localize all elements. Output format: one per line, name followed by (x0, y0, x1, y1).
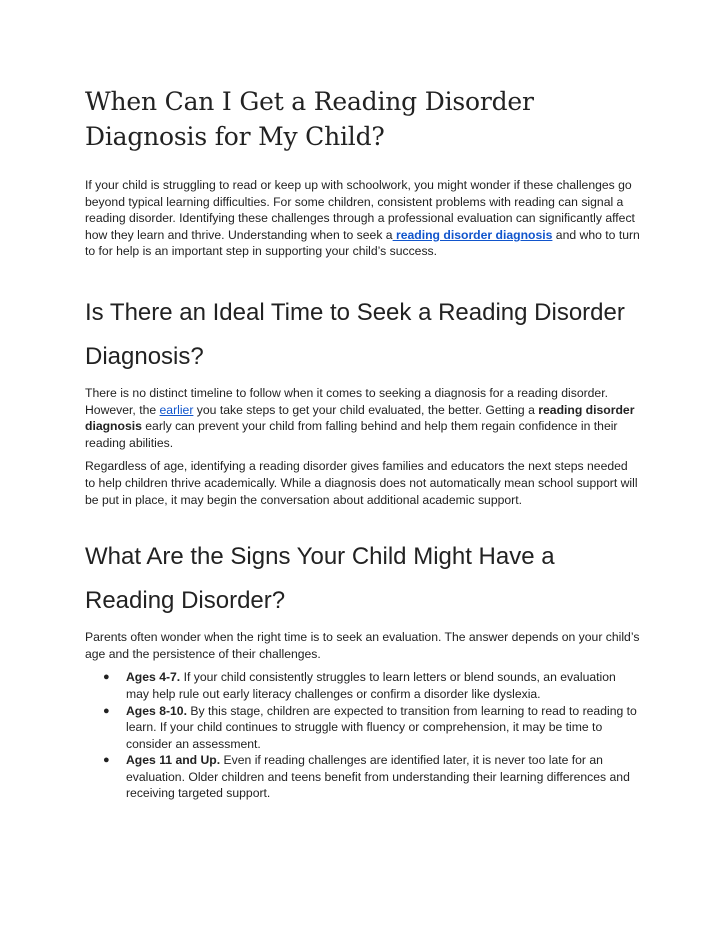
list-item-text: If your child consistently struggles to learn letters or blend sounds, an evaluation may help rule out early literacy challenges or confirm a disorder like dyslexia. (126, 670, 616, 701)
list-item-label: Ages 8-10. (126, 703, 187, 718)
list-item-text: Even if reading challenges are identified later, it is never too late for an evaluation. Older children and teens benefit from understanding their learning differences and receiving targeted support. (126, 753, 630, 801)
section1-bold-term: reading disorder diagnosis (85, 402, 635, 434)
section1-paragraph-1 (85, 385, 640, 451)
list-item-label: Ages 11 and Up. (126, 753, 221, 768)
reading-disorder-diagnosis-link[interactable]: reading disorder diagnosis (392, 227, 553, 242)
intro-text-before: If your child is struggling to read or keep up with schoolwork, you might wonder if these challenges go beyond typical learning difficulties. For some children, consistent problems with reading can signal a reading disorder. Identifying these challenges through a professional evaluation can significantly affect how they learn and thrive. Understanding when to seek a (85, 178, 635, 242)
page-title: When Can I Get a Reading Disorder Diagnosis for My Child? (85, 87, 534, 151)
list-item-label: Ages 4-7. (126, 670, 181, 685)
bullet-icon: ● (103, 754, 110, 767)
earlier-link[interactable]: earlier (159, 402, 194, 417)
section1-paragraph-2: Regardless of age, identifying a reading disorder gives families and educators the next steps needed to help children thrive academically. While a diagnosis does not automatically mean school support will be put in place, it may begin the conversation about additional academic support. (85, 459, 638, 507)
list-item (85, 703, 640, 753)
section1-text-b: you take steps to get your child evaluated, the better. Getting a (193, 402, 539, 417)
section1-text-c: early can prevent your child from falling behind and help them regain confidence in their reading abilities. (85, 419, 618, 450)
intro-text-after: and who to turn to for help is an important step in supporting your child’s success. (85, 227, 640, 259)
section2-heading: What Are the Signs Your Child Might Have a Reading Disorder? (85, 543, 555, 615)
section2-paragraph-1: Parents often wonder when the right time is to seek an evaluation. The answer depends on your child’s age and the persistence of their challenges. (85, 630, 640, 661)
list-item (85, 669, 640, 702)
bullet-icon: ● (103, 704, 110, 717)
list-item-text: By this stage, children are expected to transition from learning to read to reading to learn. If your child continues to struggle with fluency or comprehension, it may be time to consider an assessment. (126, 703, 637, 751)
section1-text-a: There is no distinct timeline to follow when it comes to seeking a diagnosis for a reading disorder. However, the (85, 385, 608, 417)
section1-heading: Is There an Ideal Time to Seek a Reading Disorder Diagnosis? (85, 298, 625, 370)
list-item (85, 752, 640, 802)
intro-paragraph (85, 177, 640, 260)
bullet-icon: ● (103, 671, 110, 684)
document-page (85, 84, 640, 802)
age-signs-list (85, 669, 640, 802)
